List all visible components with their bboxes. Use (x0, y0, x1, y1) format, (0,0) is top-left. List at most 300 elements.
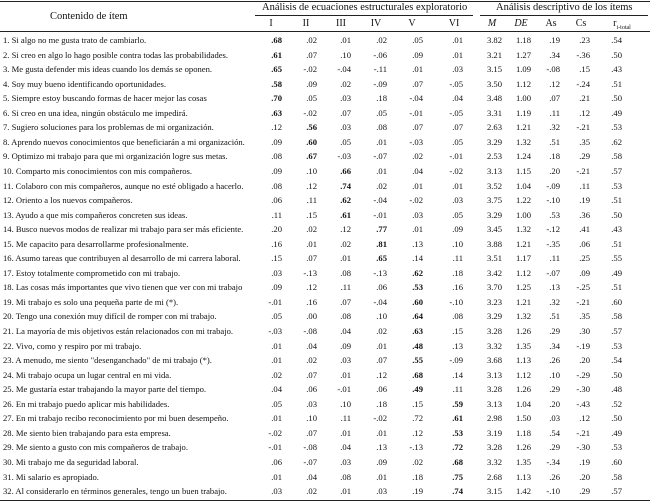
descriptive-stat-cell: .10 (549, 369, 560, 380)
row-item-text: 24. Mi trabajo ocupa un lugar central en mi vida. (3, 369, 172, 380)
descriptive-stat-cell: 3.75 (486, 195, 502, 206)
factor-loading-cell: -.01 (409, 107, 423, 118)
factor-loading-cell: .10 (306, 166, 317, 176)
descriptive-group-header: Análisis descriptivo de los ítems (496, 2, 633, 13)
factor-loading-cell: .01 (412, 64, 423, 75)
descriptive-stat-cell: .12 (579, 413, 590, 424)
descriptive-stat-cell: .53 (611, 442, 622, 453)
descriptive-stat-cell: 1.42 (515, 486, 531, 497)
factor-loading-cell: -.02 (303, 107, 317, 118)
descriptive-stat-cell: -.21 (576, 296, 590, 307)
factor-loading-cell: .01 (452, 180, 463, 191)
factor-loading-cell: .13 (452, 340, 463, 351)
factor-loading-cell: .01 (306, 238, 317, 249)
factor-loading-cell: .02 (340, 238, 351, 249)
factor-loading-cell: .08 (340, 471, 351, 482)
stat-header-r-subscript: i-total (616, 25, 631, 31)
factor-loading-cell: .08 (452, 311, 463, 322)
factor-loading-cell: .03 (376, 486, 387, 497)
descriptive-stat-cell: 1.25 (515, 282, 531, 293)
row-item-text: 11. Colaboro con mis compañeros, aunque no esté obligado a hacerlo. (3, 180, 244, 191)
factor-loading-cell: -.01 (268, 296, 282, 307)
descriptive-stat-cell: 2.53 (486, 151, 502, 162)
factor-loading-cell: .08 (340, 267, 351, 278)
descriptive-stat-cell: .50 (611, 209, 622, 220)
factor-loading-cell: -.05 (449, 78, 463, 89)
factor-header-IV: IV (370, 18, 382, 29)
descriptive-stat-cell: 1.17 (515, 253, 531, 264)
descriptive-stat-cell: .20 (579, 471, 590, 482)
descriptive-stat-cell: 3.21 (486, 49, 502, 60)
stat-header-Cs: Cs (575, 18, 587, 29)
descriptive-stat-cell: 3.28 (486, 326, 502, 336)
factor-loading-cell: .03 (412, 209, 423, 220)
factor-loading-cell: .63 (271, 107, 282, 118)
factor-loading-cell: .03 (452, 64, 463, 75)
factor-loading-cell: .05 (340, 136, 351, 147)
factor-loading-cell: .01 (271, 340, 282, 351)
descriptive-stat-cell: .50 (611, 413, 622, 424)
factor-loading-cell: -.07 (373, 151, 387, 162)
factor-loading-cell: .08 (271, 180, 282, 191)
row-item-text: 32. Al considerarlo en términos generales, tengo un buen trabajo. (3, 486, 227, 497)
row-item-text: 6. Si creo en una idea, ningún obstáculo me impedirá. (3, 107, 188, 118)
descriptive-stat-cell: .54 (611, 35, 622, 45)
descriptive-stat-cell: 1.27 (515, 49, 531, 60)
factor-loading-cell: .03 (340, 355, 351, 366)
descriptive-stat-cell: 3.23 (486, 296, 502, 307)
factor-loading-cell: .70 (271, 93, 282, 104)
factor-header-III: III (336, 18, 346, 29)
row-item-text: 19. Mi trabajo es solo una pequeña parte de mi (*). (3, 296, 179, 307)
descriptive-stat-cell: 1.04 (515, 398, 531, 409)
factor-loading-cell: -.09 (373, 78, 387, 89)
descriptive-stat-cell: .19 (579, 457, 590, 467)
descriptive-stat-cell: .26 (549, 355, 560, 366)
row-item-text: 8. Aprendo nuevos conocimientos que beneficiarán a mi organización. (3, 136, 245, 147)
factor-loading-cell: .05 (376, 107, 387, 118)
factor-loading-cell: -.09 (449, 355, 463, 366)
factor-loading-cell: .00 (306, 311, 317, 322)
factor-loading-cell: .75 (452, 471, 463, 482)
descriptive-stat-cell: 3.50 (486, 78, 502, 89)
factor-loading-cell: -.02 (268, 427, 282, 438)
row-item-text: 16. Asumo tareas que contribuyen al desarrollo de mi carrera laboral. (3, 253, 241, 264)
descriptive-stat-cell: .54 (549, 427, 560, 438)
factor-loading-cell: .65 (376, 253, 387, 264)
factor-loading-cell: .03 (271, 486, 282, 497)
descriptive-stat-cell: .29 (549, 326, 560, 336)
factor-loading-cell: -.04 (337, 64, 351, 75)
factor-loading-cell: .18 (452, 267, 463, 278)
factor-loading-cell: .12 (271, 122, 282, 133)
factor-loading-cell: .01 (376, 471, 387, 482)
descriptive-stat-cell: 3.28 (486, 442, 502, 453)
factor-loading-cell: .48 (412, 340, 423, 351)
descriptive-stat-cell: 1.35 (515, 457, 531, 467)
factor-loading-cell: .07 (340, 107, 351, 118)
descriptive-stat-cell: .51 (549, 311, 560, 322)
descriptive-stat-cell: .12 (549, 78, 560, 89)
descriptive-stat-cell: .29 (579, 151, 590, 162)
descriptive-stat-cell: 3.52 (486, 180, 502, 191)
factor-loading-cell: .74 (340, 180, 351, 191)
descriptive-stat-cell: 1.12 (515, 78, 531, 89)
factor-loading-cell: .16 (271, 238, 282, 249)
descriptive-stat-cell: 3.29 (486, 209, 502, 220)
descriptive-stat-cell: 3.48 (486, 93, 502, 104)
row-item-text: 18. Las cosas más importantes que vivo tienen que ver con mi trabajo (3, 282, 243, 293)
descriptive-stat-cell: -.24 (576, 78, 590, 89)
descriptive-stat-cell: .19 (549, 35, 560, 45)
factor-loading-cell: .68 (271, 35, 282, 45)
factor-loading-cell: .60 (306, 136, 317, 147)
row-item-text: 30. Mi trabajo me da seguridad laboral. (3, 457, 139, 467)
factor-loading-cell: -.01 (337, 384, 351, 395)
descriptive-stat-cell: 3.29 (486, 136, 502, 147)
factor-loading-cell: .09 (340, 340, 351, 351)
factor-loading-cell: .61 (340, 209, 351, 220)
factor-loading-cell: .15 (306, 209, 317, 220)
descriptive-stat-cell: .29 (549, 442, 560, 453)
factor-loading-cell: .18 (412, 471, 423, 482)
descriptive-stat-cell: 3.15 (486, 486, 502, 497)
descriptive-stat-cell: 1.00 (515, 209, 531, 220)
header-rule (0, 31, 650, 32)
descriptive-stat-cell: -.34 (546, 457, 560, 467)
factor-loading-cell: .04 (306, 340, 317, 351)
factor-loading-cell: .19 (412, 486, 423, 497)
factor-loading-cell: .07 (452, 122, 463, 133)
descriptive-stat-cell: 3.19 (486, 427, 502, 438)
factor-loading-cell: -.08 (303, 442, 317, 453)
descriptive-stat-cell: 3.45 (486, 224, 502, 235)
descriptive-stat-cell: 3.31 (486, 107, 502, 118)
stat-header-As: As (545, 18, 557, 29)
factor-loading-cell: .10 (340, 398, 351, 409)
descriptive-stat-cell: .20 (579, 355, 590, 366)
factor-loading-cell: .11 (271, 209, 282, 220)
factor-loading-cell: -.07 (303, 457, 317, 467)
factor-loading-cell: -.05 (449, 107, 463, 118)
factor-loading-cell: .06 (306, 384, 317, 395)
descriptive-stat-cell: -.08 (546, 64, 560, 75)
factor-loading-cell: .03 (306, 398, 317, 409)
factor-loading-cell: .07 (306, 49, 317, 60)
descriptive-stat-cell: 3.70 (486, 282, 502, 293)
descriptive-stat-cell: 1.13 (515, 355, 531, 366)
descriptive-stat-cell: 3.28 (486, 384, 502, 395)
factor-loading-cell: .11 (340, 413, 351, 424)
factor-loading-cell: .81 (376, 238, 387, 249)
descriptive-stat-cell: .34 (549, 340, 560, 351)
descriptive-stat-cell: -.43 (576, 398, 590, 409)
row-item-text: 13. Ayudo a que mis compañeros concreten sus ideas. (3, 209, 188, 220)
factor-loading-cell: -.01 (449, 151, 463, 162)
descriptive-stat-cell: 1.26 (515, 442, 531, 453)
factor-loading-cell: .07 (412, 78, 423, 89)
factor-loading-cell: .11 (340, 282, 351, 293)
descriptive-stat-cell: -.25 (576, 282, 590, 293)
factor-loading-cell: .01 (271, 471, 282, 482)
factor-loading-cell: -.03 (409, 136, 423, 147)
descriptive-stat-cell: .60 (611, 457, 622, 467)
descriptive-stat-cell: 1.09 (515, 64, 531, 75)
factor-loading-cell: .03 (452, 195, 463, 206)
factor-loading-cell: .18 (376, 398, 387, 409)
factor-loading-cell: .05 (271, 398, 282, 409)
descriptive-stat-cell: 3.88 (486, 238, 502, 249)
descriptive-stat-cell: 3.15 (486, 64, 502, 75)
factor-loading-cell: .02 (412, 457, 423, 467)
descriptive-stat-cell: .32 (549, 296, 560, 307)
factor-loading-cell: .01 (412, 180, 423, 191)
row-item-text: 5. Siempre estoy buscando formas de hacer mejor las cosas (3, 93, 207, 104)
factor-loading-cell: .10 (376, 311, 387, 322)
factor-loading-cell: .01 (340, 486, 351, 497)
factor-loading-cell: .68 (452, 457, 463, 467)
descriptive-stat-cell: 1.32 (515, 136, 531, 147)
efa-group-header: Análisis de ecuaciones estructurales exploratorio (262, 2, 468, 13)
factor-loading-cell: -.04 (373, 195, 387, 206)
descriptive-stat-cell: .20 (549, 398, 560, 409)
stat-header-r-label: r (613, 18, 617, 29)
descriptive-stat-cell: 1.24 (515, 151, 531, 162)
descriptive-stat-cell: 3.29 (486, 311, 502, 322)
factor-loading-cell: .15 (271, 253, 282, 264)
stat-header-M: M (487, 18, 497, 29)
factor-loading-cell: .02 (271, 369, 282, 380)
row-item-text: 29. Me siento a gusto con mis compañeros de trabajo. (3, 442, 188, 453)
descriptive-stat-cell: -.12 (546, 224, 560, 235)
factor-loading-cell: .74 (452, 486, 463, 497)
factor-loading-cell: -.01 (373, 209, 387, 220)
factor-loading-cell: .01 (376, 166, 387, 176)
factor-loading-cell: .16 (452, 282, 463, 293)
factor-loading-cell: .01 (376, 340, 387, 351)
factor-loading-cell: .03 (340, 122, 351, 133)
descriptive-stat-cell: 1.18 (515, 427, 531, 438)
factor-loading-cell: .07 (306, 427, 317, 438)
factor-loading-cell: .06 (271, 195, 282, 206)
descriptive-stat-cell: -.21 (576, 122, 590, 133)
factor-loading-cell: .06 (271, 457, 282, 467)
descriptive-stat-cell: .19 (579, 195, 590, 206)
descriptive-stat-cell: .36 (579, 209, 590, 220)
factor-loading-cell: .12 (340, 224, 351, 235)
row-item-text: 1. Si algo no me gusta trato de cambiarlo. (3, 35, 147, 45)
factor-loading-cell: .08 (340, 311, 351, 322)
factor-loading-cell: .01 (340, 427, 351, 438)
descriptive-stat-cell: 3.32 (486, 340, 502, 351)
factor-loading-cell: .07 (340, 296, 351, 307)
efa-group-rule (255, 15, 473, 16)
descriptive-stat-cell: .30 (579, 326, 590, 336)
descriptive-stat-cell: -.10 (546, 486, 560, 497)
factor-loading-cell: .02 (340, 78, 351, 89)
factor-loading-cell: -.02 (449, 166, 463, 176)
factor-loading-cell: .60 (412, 296, 423, 307)
descriptive-stat-cell: .53 (611, 122, 622, 133)
factor-loading-cell: .12 (306, 180, 317, 191)
descriptive-stat-cell: .43 (611, 224, 622, 235)
factor-loading-cell: .02 (376, 35, 387, 45)
factor-loading-cell: .61 (452, 413, 463, 424)
descriptive-stat-cell: 1.50 (515, 413, 531, 424)
descriptive-stat-cell: .21 (579, 93, 590, 104)
factor-loading-cell: .07 (376, 355, 387, 366)
factor-loading-cell: .08 (271, 151, 282, 162)
descriptive-stat-cell: .32 (549, 122, 560, 133)
descriptive-stat-cell: 3.51 (486, 253, 502, 264)
factor-loading-cell: -.10 (449, 296, 463, 307)
descriptive-stat-cell: .43 (611, 64, 622, 75)
descriptive-group-rule (480, 15, 648, 16)
factor-loading-cell: .10 (452, 238, 463, 249)
factor-loading-cell: .04 (271, 384, 282, 395)
descriptive-stat-cell: .51 (611, 238, 622, 249)
factor-loading-cell: .07 (306, 253, 317, 264)
descriptive-stat-cell: .12 (579, 107, 590, 118)
descriptive-stat-cell: 1.32 (515, 224, 531, 235)
row-item-text: 7. Sugiero soluciones para los problemas de mi organización. (3, 122, 214, 133)
descriptive-stat-cell: 3.13 (486, 369, 502, 380)
factor-loading-cell: .20 (271, 224, 282, 235)
descriptive-stat-cell: -.30 (576, 442, 590, 453)
descriptive-stat-cell: .48 (611, 384, 622, 395)
factor-loading-cell: .72 (412, 413, 423, 424)
factor-loading-cell: .04 (452, 93, 463, 104)
factor-loading-cell: .04 (306, 471, 317, 482)
descriptive-stat-cell: 2.63 (486, 122, 502, 133)
descriptive-stat-cell: .49 (611, 267, 622, 278)
factor-loading-cell: .02 (376, 326, 387, 336)
descriptive-stat-cell: .60 (611, 296, 622, 307)
descriptive-stat-cell: .58 (611, 311, 622, 322)
factor-loading-cell: .05 (412, 35, 423, 45)
factor-loading-cell: .08 (376, 122, 387, 133)
factor-loading-cell: .09 (271, 282, 282, 293)
descriptive-stat-cell: .55 (611, 253, 622, 264)
factor-loading-cell: .02 (306, 35, 317, 45)
factor-loading-cell: -.01 (268, 442, 282, 453)
factor-loading-cell: .04 (340, 326, 351, 336)
descriptive-stat-cell: .41 (579, 224, 590, 235)
factor-loading-cell: -.02 (409, 195, 423, 206)
factor-loading-cell: .03 (340, 93, 351, 104)
factor-header-II: II (302, 18, 310, 29)
factor-loading-cell: .09 (271, 166, 282, 176)
factor-loading-cell: .05 (452, 136, 463, 147)
factor-loading-cell: .06 (376, 282, 387, 293)
descriptive-stat-cell: .52 (611, 398, 622, 409)
descriptive-stat-cell: .18 (549, 151, 560, 162)
factor-loading-cell: .62 (340, 195, 351, 206)
factor-loading-cell: .06 (376, 384, 387, 395)
descriptive-stat-cell: 3.42 (486, 267, 502, 278)
descriptive-stat-cell: .57 (611, 166, 622, 176)
descriptive-stat-cell: .06 (579, 238, 590, 249)
descriptive-stat-cell: .29 (579, 486, 590, 497)
row-item-text: 31. Mi salario es apropiado. (3, 471, 99, 482)
bottom-rule (0, 500, 650, 501)
descriptive-stat-cell: 3.13 (486, 166, 502, 176)
descriptive-stat-cell: 1.12 (515, 369, 531, 380)
row-item-text: 14. Busco nuevos modos de realizar mi trabajo para ser más eficiente. (3, 224, 244, 235)
descriptive-stat-cell: .35 (579, 311, 590, 322)
descriptive-stat-cell: 3.13 (486, 398, 502, 409)
factor-loading-cell: -.13 (373, 267, 387, 278)
factor-loading-cell: -.13 (303, 267, 317, 278)
descriptive-stat-cell: .29 (549, 384, 560, 395)
row-item-text: 28. Me siento bien trabajando para esta empresa. (3, 427, 171, 438)
descriptive-stat-cell: 1.26 (515, 326, 531, 336)
descriptive-stat-cell: .51 (611, 78, 622, 89)
descriptive-stat-cell: -.07 (546, 267, 560, 278)
factor-loading-cell: .05 (306, 93, 317, 104)
descriptive-stat-cell: .03 (549, 413, 560, 424)
factor-loading-cell: .09 (271, 136, 282, 147)
descriptive-stat-cell: .49 (611, 107, 622, 118)
descriptive-stat-cell: .13 (549, 282, 560, 293)
factor-loading-cell: .15 (412, 398, 423, 409)
factor-loading-cell: .02 (376, 180, 387, 191)
descriptive-stat-cell: .53 (611, 180, 622, 191)
factor-loading-cell: .01 (340, 35, 351, 45)
descriptive-stat-cell: .51 (611, 195, 622, 206)
descriptive-stat-cell: .11 (549, 253, 560, 264)
factor-loading-cell: .16 (306, 296, 317, 307)
factor-loading-cell: .01 (271, 413, 282, 424)
factor-loading-cell: .65 (271, 64, 282, 75)
factor-loading-cell: .09 (452, 224, 463, 235)
descriptive-stat-cell: .11 (579, 180, 590, 191)
row-item-text: 25. Me gustaría estar trabajando la mayor parte del tiempo. (3, 384, 207, 395)
row-item-text: 12. Oriento a los nuevos compañeros. (3, 195, 133, 206)
factor-loading-cell: .04 (412, 166, 423, 176)
descriptive-stat-cell: .57 (611, 486, 622, 497)
factor-loading-cell: .49 (412, 384, 423, 395)
factor-loading-cell: .62 (412, 267, 423, 278)
factor-loading-cell: .14 (452, 369, 463, 380)
factor-loading-cell: .04 (340, 442, 351, 453)
factor-loading-cell: .09 (306, 78, 317, 89)
descriptive-stat-cell: 3.82 (486, 35, 502, 45)
factor-loading-cell: .72 (452, 442, 463, 453)
row-item-text: 15. Me capacito para desarrollarme profesionalmente. (3, 238, 189, 249)
descriptive-stat-cell: 1.22 (515, 195, 531, 206)
descriptive-stat-cell: .54 (611, 355, 622, 366)
descriptive-stat-cell: -.21 (576, 427, 590, 438)
row-item-text: 22. Vivo, como y respiro por mi trabajo. (3, 340, 142, 351)
factor-loading-cell: .09 (376, 457, 387, 467)
factor-loading-cell: .01 (452, 49, 463, 60)
factor-loading-cell: .77 (376, 224, 387, 235)
factor-loading-cell: .11 (452, 253, 463, 264)
row-item-text: 21. La mayoría de mis objetivos están relacionados con mi trabajo. (3, 326, 234, 336)
factor-loading-cell: .07 (306, 369, 317, 380)
descriptive-stat-cell: 1.21 (515, 296, 531, 307)
factor-loading-cell: .55 (412, 355, 423, 366)
factor-loading-cell: .12 (412, 427, 423, 438)
descriptive-stat-cell: 3.68 (486, 355, 502, 366)
factor-loading-cell: -.03 (268, 326, 282, 336)
descriptive-stat-cell: 1.26 (515, 384, 531, 395)
factor-loading-cell: -.03 (337, 151, 351, 162)
descriptive-stat-cell: .58 (611, 151, 622, 162)
factor-loading-cell: .05 (271, 311, 282, 322)
descriptive-stat-cell: .25 (579, 253, 590, 264)
